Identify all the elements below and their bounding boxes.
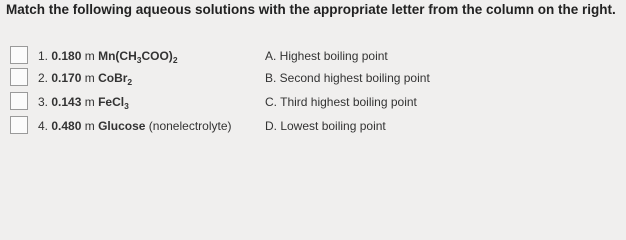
solution-label-4: 4. 0.480 m Glucose (nonelectrolyte) (38, 119, 232, 133)
match-row-1 (0, 46, 626, 66)
match-row-2 (0, 68, 626, 88)
option-c: C. Third highest boiling point (265, 95, 417, 109)
answer-box-4[interactable] (10, 116, 28, 134)
answer-box-2[interactable] (10, 68, 28, 86)
option-d: D. Lowest boiling point (265, 119, 386, 133)
match-row-4 (0, 116, 626, 136)
solution-label-1: 1. 0.180 m $Mn(CH_3COO)_2$ (38, 49, 178, 65)
solution-label-2: 2. 0.170 m CoBr$_2$ (38, 71, 133, 87)
question-title: Match the following aqueous solutions with the appropriate letter from the column on the right. (6, 2, 616, 17)
option-a: A. Highest boiling point (265, 49, 388, 63)
answer-box-1[interactable] (10, 46, 28, 64)
answer-box-3[interactable] (10, 92, 28, 110)
solution-label-3: 3. 0.143 m FeCl$_3$ (38, 95, 129, 111)
match-row-3 (0, 92, 626, 112)
option-b: B. Second highest boiling point (265, 71, 430, 85)
